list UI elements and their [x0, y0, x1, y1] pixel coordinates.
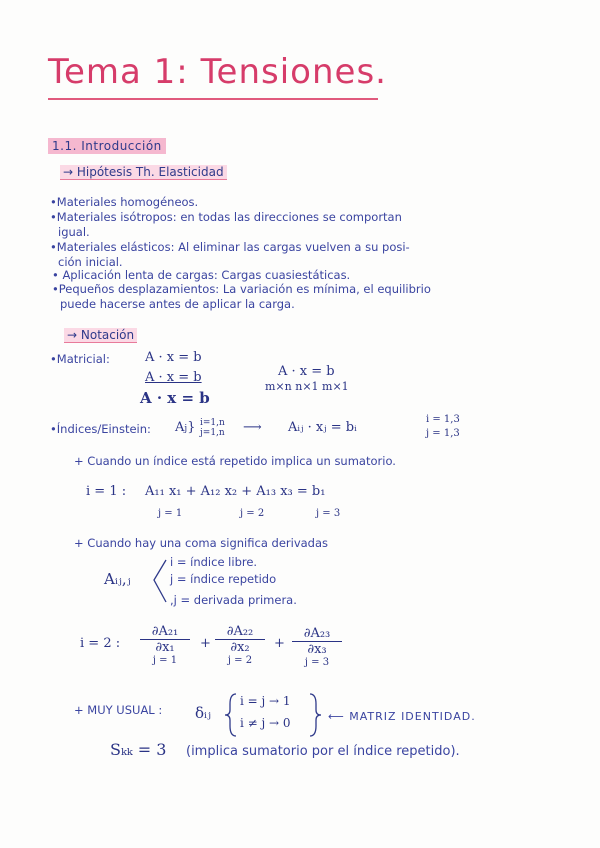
hipotesis-item-3-cont: ción inicial.: [58, 255, 123, 269]
i1-label: i = 1 :: [86, 484, 127, 499]
muy-usual-label: + MUY USUAL :: [74, 703, 163, 717]
aij-symbol: Aj}: [175, 420, 196, 435]
hipotesis-item-4: • Aplicación lenta de cargas: Cargas cuasiestáticas.: [52, 268, 351, 282]
indices-equation: Aᵢⱼ · xⱼ = bᵢ: [288, 420, 357, 435]
i2-term-2-den: ∂x₂: [230, 640, 250, 655]
indices-label: •Índices/Einstein:: [50, 422, 151, 436]
skk-note: (implica sumatorio por el índice repetido).: [186, 744, 460, 759]
i2-term-1-j: j = 1: [152, 655, 178, 666]
i2-term-2-num: ∂A₂₂: [215, 624, 265, 640]
delta-case-1: i = j → 1: [240, 694, 291, 708]
hipotesis-item-5-cont: puede hacerse antes de aplicar la carga.: [60, 297, 295, 311]
matricial-form-2: A · x = b: [145, 370, 202, 385]
hipotesis-item-3: •Materiales elásticos: Al eliminar las cargas vuelven a su posi-: [50, 240, 410, 254]
matricial-form-3: A · x = b: [140, 389, 210, 407]
i2-term-1-num: ∂A₂₁: [140, 624, 190, 640]
i1-equation: A₁₁ x₁ + A₁₂ x₂ + A₁₃ x₃ = b₁: [145, 484, 326, 499]
page-title: Tema 1: Tensiones.: [48, 52, 387, 92]
i2-term-3-j: j = 3: [304, 657, 330, 668]
notacion-heading-text: → Notación: [64, 328, 137, 343]
indices-range-i: i = 1,3: [426, 414, 460, 425]
i2-term-3: [292, 626, 342, 668]
i1-j1: j = 1: [158, 508, 183, 519]
notacion-heading: [64, 328, 137, 342]
aijj-symbol: Aᵢⱼ,ⱼ: [104, 570, 131, 588]
i2-term-1-den: ∂x₁: [155, 640, 175, 655]
hipotesis-item-2-cont: igual.: [58, 225, 90, 239]
skk-equation: Sₖₖ = 3: [110, 740, 167, 759]
left-curly-brace-icon: [222, 692, 240, 738]
repetido-note: + Cuando un índice está repetido implica un sumatorio.: [74, 454, 396, 468]
aijj-note-1: i = índice libre.: [170, 555, 258, 569]
title-underline: [48, 98, 378, 100]
hipotesis-item-1: •Materiales homogéneos.: [50, 195, 199, 209]
plus-sign: +: [200, 636, 211, 651]
plus-sign-2: +: [274, 636, 285, 651]
aijj-note-2: j = índice repetido: [170, 572, 277, 586]
dims-top: A · x = b: [278, 364, 335, 379]
hipotesis-heading-text: → Hipótesis Th. Elasticidad: [60, 165, 227, 180]
i2-term-2-j: j = 2: [227, 655, 253, 666]
i1-j3: j = 3: [316, 508, 341, 519]
i2-term-2: [215, 624, 265, 666]
delta-symbol: δᵢⱼ: [195, 704, 212, 722]
hipotesis-item-5: •Pequeños desplazamientos: La variación es mínima, el equilibrio: [52, 282, 431, 296]
right-curly-brace-icon: [306, 692, 324, 738]
i2-term-3-num: ∂A₂₃: [292, 626, 342, 642]
delta-case-2: i ≠ j → 0: [240, 716, 291, 730]
i2-term-3-den: ∂x₃: [307, 642, 327, 657]
arrow-icon: ⟶: [243, 420, 262, 435]
i2-term-1: [140, 624, 190, 666]
i2-label: i = 2 :: [80, 636, 121, 651]
aij-subscripts: i=1,n j=1,n: [200, 418, 225, 438]
left-brace-icon: [146, 558, 170, 604]
dims-bottom: m×n n×1 m×1: [265, 380, 349, 393]
matriz-identidad-note: ⟵ MATRIZ IDENTIDAD.: [328, 710, 476, 723]
coma-note: + Cuando hay una coma significa derivadas: [74, 536, 329, 550]
i1-j2: j = 2: [240, 508, 265, 519]
matricial-label: •Matricial:: [50, 352, 110, 366]
section-heading: 1.1. Introducción: [48, 138, 166, 154]
hipotesis-heading: [60, 165, 227, 179]
hipotesis-item-2: •Materiales isótropos: en todas las direcciones se comportan: [50, 210, 402, 224]
aijj-note-3: ,j = derivada primera.: [170, 593, 297, 607]
matricial-form-1: A · x = b: [145, 350, 202, 365]
indices-range-j: j = 1,3: [426, 428, 460, 439]
